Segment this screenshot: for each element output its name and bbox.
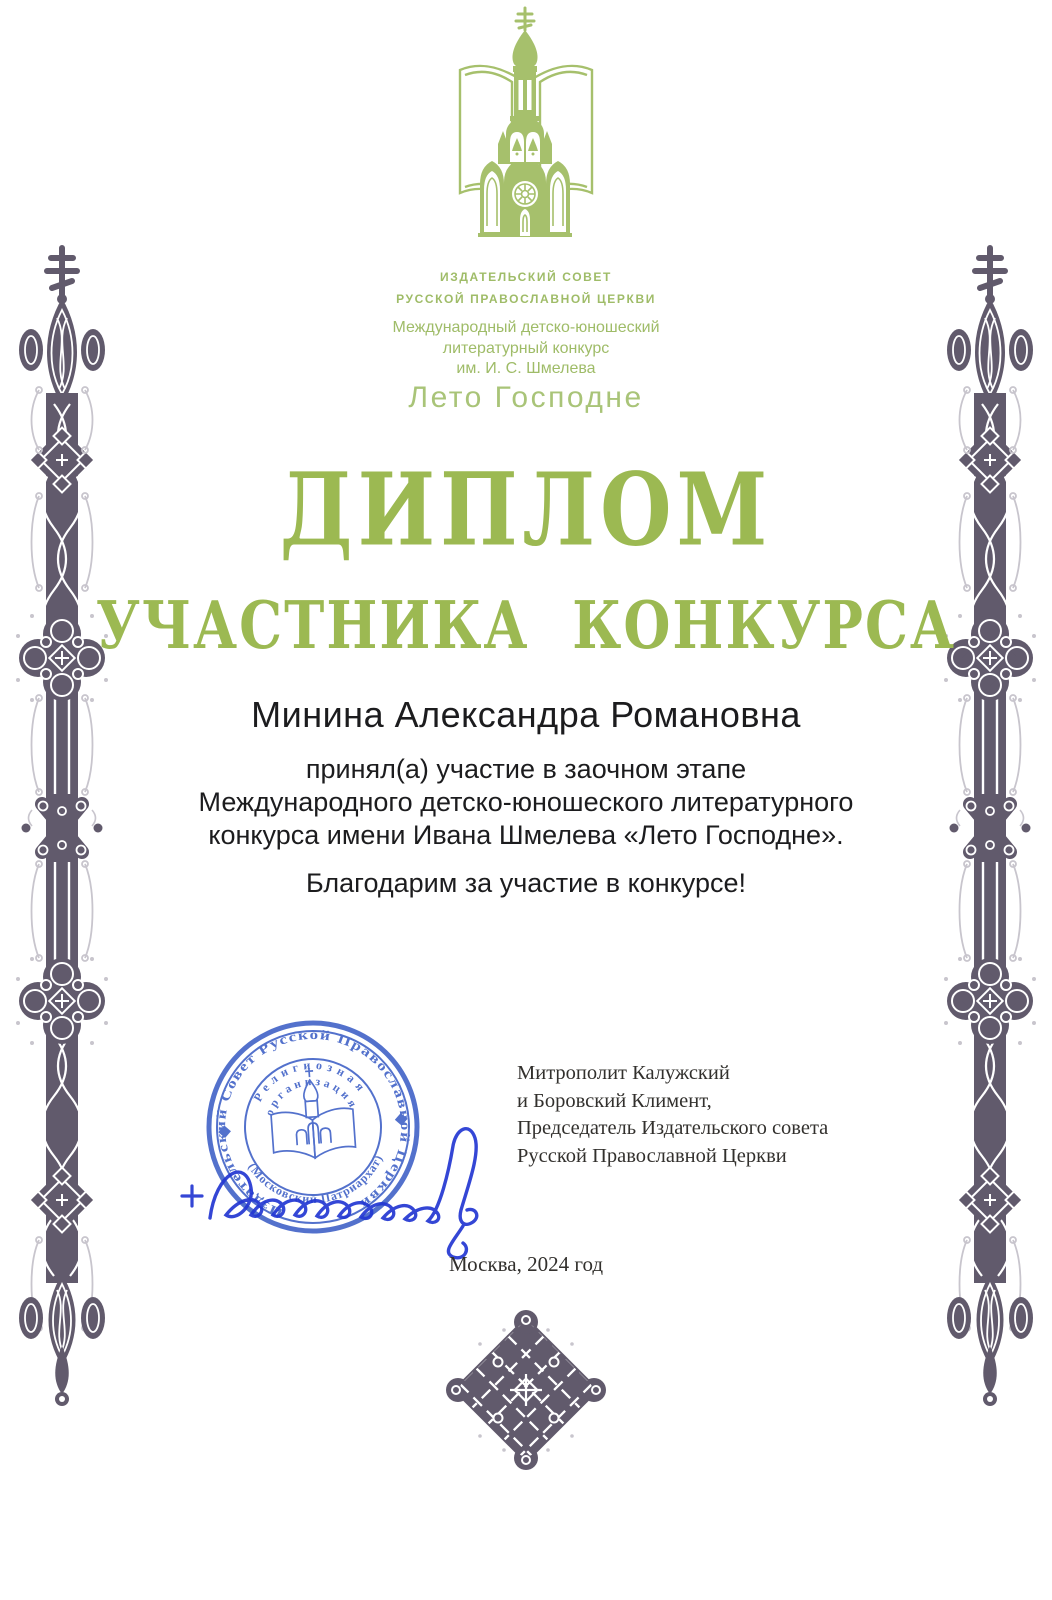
bottom-knot-ornament bbox=[446, 1302, 606, 1482]
award-statement-line1: принял(а) участие в заочном этапе bbox=[305, 754, 747, 784]
contest-series-title: Лето Господне bbox=[408, 381, 644, 414]
contest-name bbox=[0, 318, 1052, 380]
diploma-title: ДИПЛОМ bbox=[279, 452, 773, 570]
stamp-inner-top-text: Религиозная bbox=[250, 1057, 371, 1105]
signatory-line3: Председатель Издательского совета bbox=[517, 1117, 829, 1139]
signatory-block bbox=[517, 1060, 828, 1170]
stamp-inner-mid-text: организация bbox=[263, 1075, 360, 1118]
issuer-line1: ИЗДАТЕЛЬСКИЙ СОВЕТ bbox=[440, 270, 612, 284]
publishing-council-logo-icon bbox=[451, 4, 601, 242]
diploma-subtitle: УЧАСТНИКА КОНКУРСА bbox=[96, 586, 956, 665]
thanks-line: Благодарим за участие в конкурсе! bbox=[306, 868, 746, 898]
contest-line1: Международный детско-юношеский bbox=[392, 319, 660, 336]
award-statement bbox=[0, 753, 1052, 852]
signatory-line2: и Боровский Климент, bbox=[517, 1089, 712, 1112]
issuer-name bbox=[0, 266, 1052, 310]
award-statement-line2: Международного детско-юношеского литературного bbox=[198, 787, 854, 817]
recipient-name: Минина Александра Романовна bbox=[251, 694, 801, 735]
signatory-line1: Митрополит Калужский bbox=[517, 1062, 730, 1084]
stamp-bottom-text: (Московский Патриархат) bbox=[245, 1152, 386, 1207]
award-statement-line3: конкурса имени Ивана Шмелева «Лето Господне». bbox=[208, 820, 844, 850]
place-date: Москва, 2024 год bbox=[448, 1252, 604, 1276]
issuer-line2: РУССКОЙ ПРАВОСЛАВНОЙ ЦЕРКВИ bbox=[396, 292, 656, 306]
contest-line3: им. И. С. Шмелева bbox=[456, 360, 596, 377]
signatory-line4: Русской Православной Церкви bbox=[517, 1144, 787, 1167]
stamp-outer-text: Издательский Совет Русской Православной Церкви bbox=[212, 1026, 414, 1222]
contest-line2: литературный конкурс bbox=[442, 339, 610, 357]
